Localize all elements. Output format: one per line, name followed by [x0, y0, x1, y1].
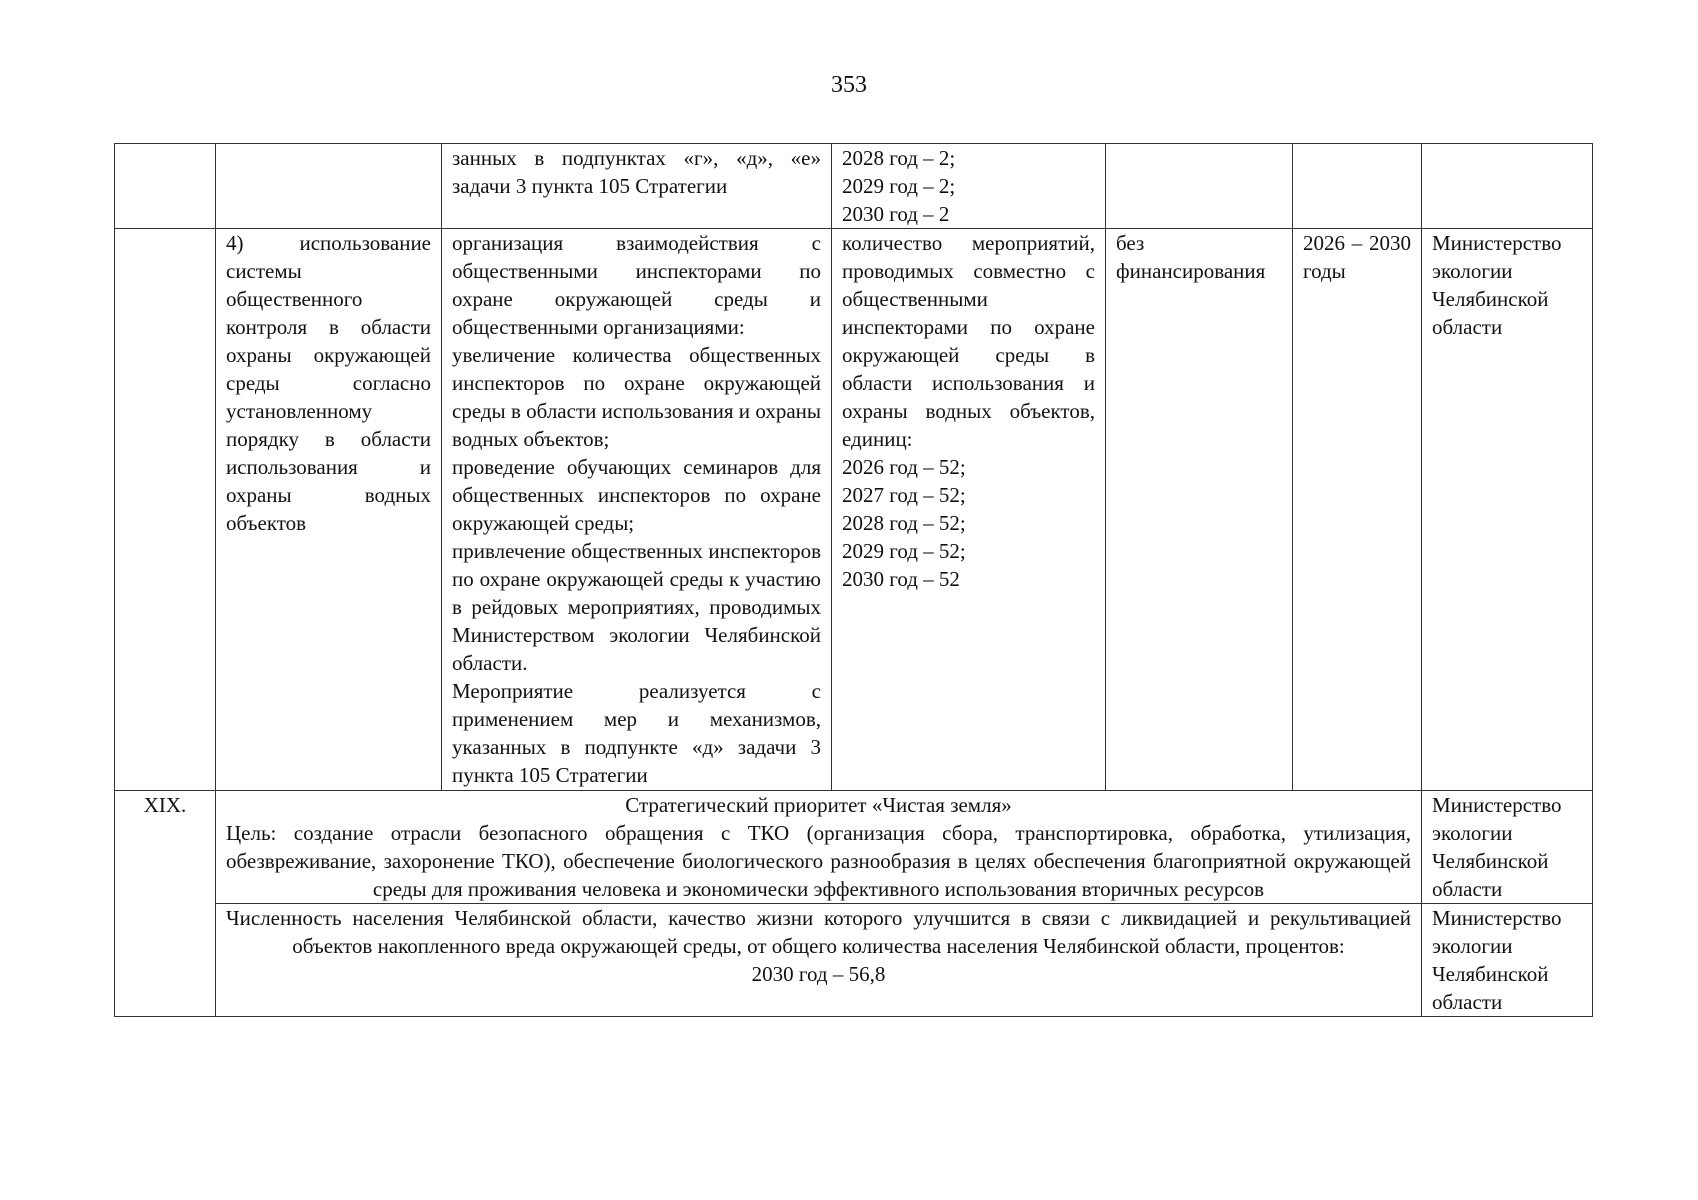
- responsible-cell: Министерство экологии Челябинской области: [1422, 904, 1593, 1017]
- measure-paragraph: проведение обучающих семинаров для общественных инспекторов по охране окружающей среды;: [452, 455, 821, 535]
- table-row: [115, 904, 1593, 1017]
- measure-paragraph: увеличение количества общественных инспекторов по охране окружающей среды в области использования и охраны водных объектов;: [452, 343, 821, 451]
- priority-cell: [216, 791, 1422, 904]
- task-cell: [216, 144, 442, 229]
- table-row: [115, 791, 1593, 904]
- indicator-cell: [832, 144, 1106, 229]
- period-cell: [1293, 144, 1422, 229]
- indicator-year-value: 2029 год – 2;: [842, 174, 956, 198]
- measure-cell: [442, 229, 832, 791]
- task-cell: 4) использование системы общественного контроля в области охраны окружающей среды согласно установленному порядку в области использования и охраны водных объектов: [216, 229, 442, 791]
- indicator-text: количество мероприятий, проводимых совместно с общественными инспекторами по охране окружающей среды в области использования и охраны водных объектов, единиц:: [842, 231, 1095, 451]
- indicator-year-value: 2027 год – 52;: [842, 483, 966, 507]
- funding-cell: без финансирования: [1106, 229, 1293, 791]
- section-number: XIX.: [115, 791, 216, 1017]
- priority-goal: Цель: создание отрасли безопасного обращения с ТКО (организация сбора, транспортировка, обработка, утилизация, обезвреживание, захоронение ТКО), обеспечение биологического разнообразия в целях обеспечения благоприятной окружающей среды для проживания человека и экономически эффективного использования вторичных ресурсов: [226, 821, 1411, 901]
- measure-paragraph: Мероприятие реализуется с применением мер и механизмов, указанных в подпункте «д» задачи 3 пункта 105 Стратегии: [452, 679, 821, 787]
- target-indicator-text: Численность населения Челябинской области, качество жизни которого улучшится в связи с ликвидацией и рекультивацией объектов накопленного вреда окружающей среды, от общего количества населения Челябинской области, процентов:: [226, 906, 1411, 958]
- measure-paragraph: организация взаимодействия с общественными инспекторами по охране окружающей среды и общественными организациями:: [452, 231, 821, 339]
- indicator-year-value: 2030 год – 2: [842, 202, 950, 226]
- indicator-cell: [832, 229, 1106, 791]
- indicator-year-value: 2026 год – 52;: [842, 455, 966, 479]
- funding-cell: [1106, 144, 1293, 229]
- table-row: [115, 144, 1593, 229]
- responsible-cell: Министерство экологии Челябинской области: [1422, 791, 1593, 904]
- measure-paragraph: привлечение общественных инспекторов по охране окружающей среды к участию в рейдовых мероприятиях, проводимых Министерством экологии Челябинской области.: [452, 539, 821, 675]
- measure-cell: занных в подпунктах «г», «д», «е» задачи 3 пункта 105 Стратегии: [442, 144, 832, 229]
- indicator-year-value: 2028 год – 2;: [842, 146, 956, 170]
- indicator-year-value: 2030 год – 52: [842, 567, 960, 591]
- indicator-year-value: 2029 год – 52;: [842, 539, 966, 563]
- number-cell: [115, 229, 216, 791]
- number-cell: [115, 144, 216, 229]
- target-indicator-value: 2030 год – 56,8: [751, 962, 886, 986]
- strategy-table: [114, 143, 1593, 1017]
- page-number: 353: [831, 72, 867, 98]
- target-indicator-cell: [216, 904, 1422, 1017]
- responsible-cell: Министерство экологии Челябинской области: [1422, 229, 1593, 791]
- responsible-cell: [1422, 144, 1593, 229]
- table-row: [115, 229, 1593, 791]
- period-cell: 2026 – 2030 годы: [1293, 229, 1422, 791]
- indicator-year-value: 2028 год – 52;: [842, 511, 966, 535]
- priority-title: Стратегический приоритет «Чистая земля»: [625, 793, 1012, 817]
